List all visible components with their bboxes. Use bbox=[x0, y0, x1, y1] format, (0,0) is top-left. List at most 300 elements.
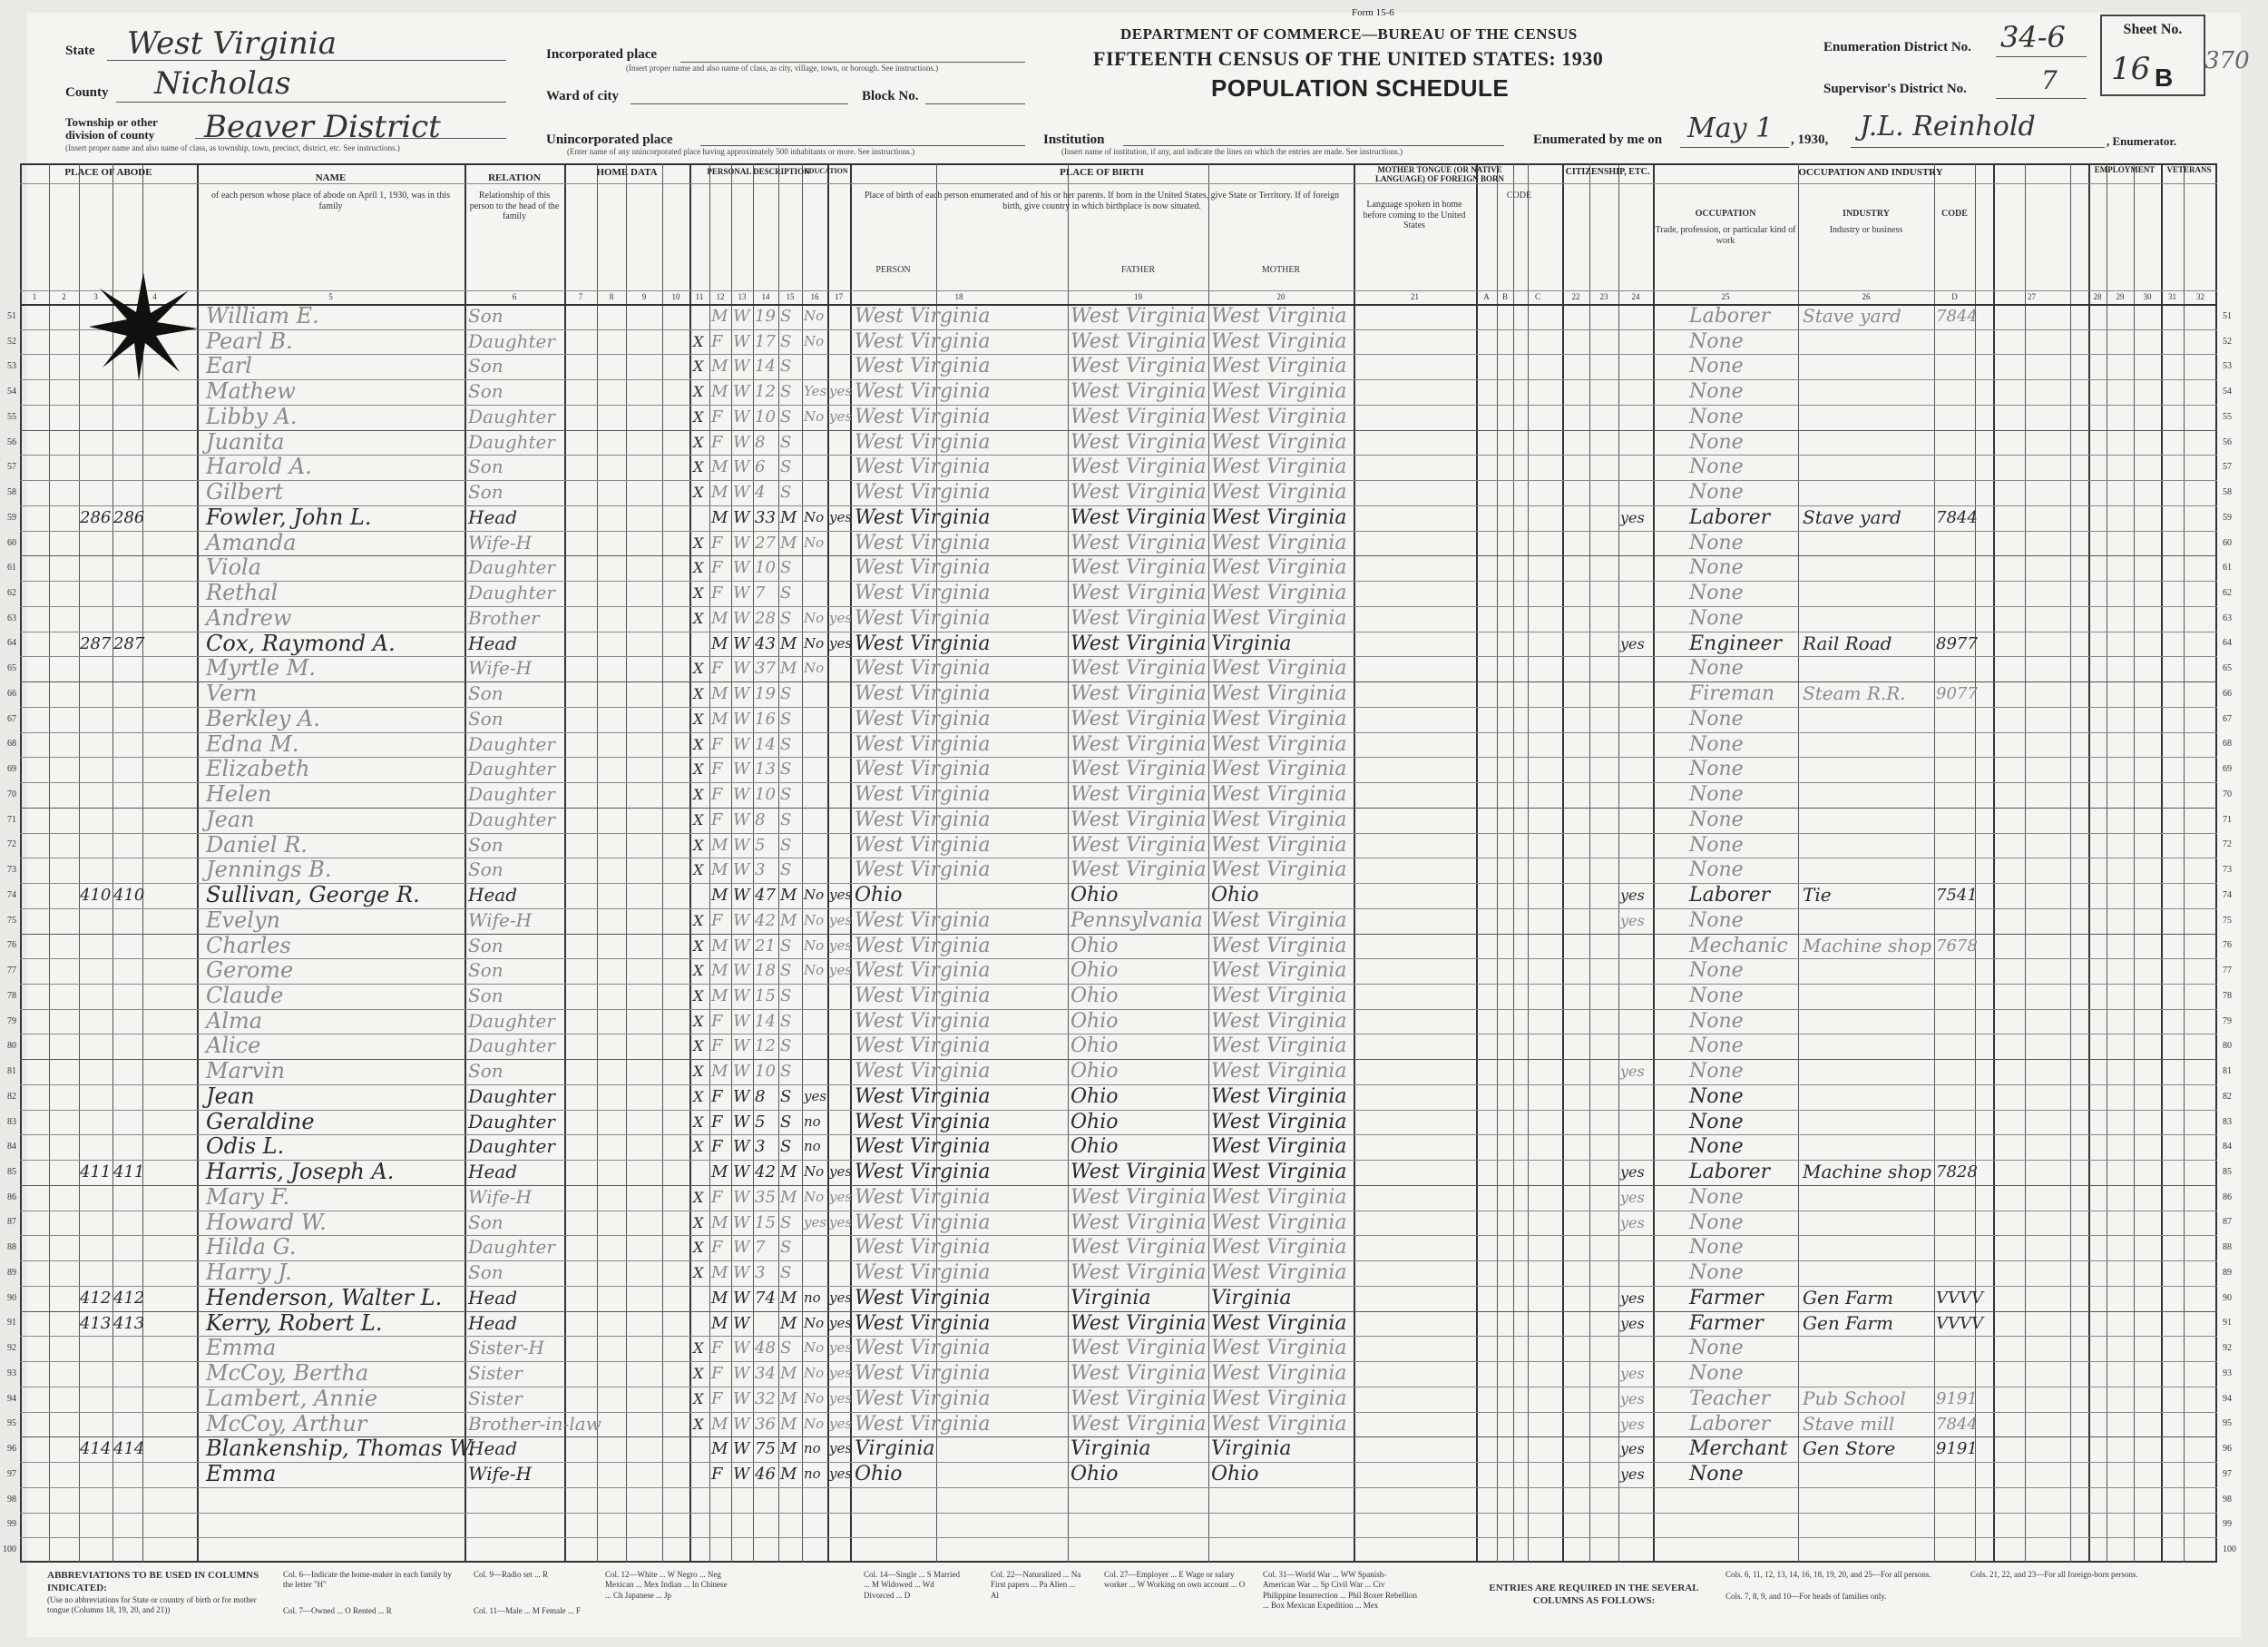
mother-birthplace: West Virginia bbox=[1211, 1060, 1347, 1083]
marital-status: S bbox=[780, 307, 792, 326]
family-number: 287 bbox=[113, 633, 145, 653]
father-birthplace: West Virginia bbox=[1070, 858, 1207, 882]
sex: F bbox=[711, 1112, 723, 1132]
relation: Daughter bbox=[468, 1135, 555, 1158]
race: W bbox=[733, 558, 750, 578]
column-number: 24 bbox=[1631, 292, 1640, 301]
occupation: None bbox=[1689, 355, 1744, 378]
person-name: Odis L. bbox=[206, 1133, 285, 1160]
house-number: 411 bbox=[80, 1162, 112, 1182]
table-row bbox=[7, 1183, 2232, 1211]
age: 3 bbox=[755, 1263, 766, 1283]
occupation: None bbox=[1689, 783, 1744, 807]
race bbox=[733, 1487, 753, 1513]
father-birthplace: West Virginia bbox=[1070, 481, 1207, 505]
mother-birthplace bbox=[1211, 1487, 1354, 1513]
age: 10 bbox=[755, 785, 776, 805]
sex: M bbox=[711, 1288, 728, 1308]
industry-code: 7844 bbox=[1936, 1414, 1978, 1434]
sex: F bbox=[711, 407, 723, 426]
relation: Daughter bbox=[468, 1084, 555, 1107]
family-number: 414 bbox=[113, 1439, 145, 1459]
citizenship bbox=[1620, 1110, 1653, 1135]
industry-code bbox=[1936, 1537, 1976, 1563]
census-title: FIFTEENTH CENSUS OF THE UNITED STATES: 1930 bbox=[1093, 47, 1604, 70]
industry-code bbox=[1936, 1260, 1976, 1286]
house-number bbox=[80, 379, 112, 405]
marital-status bbox=[780, 1487, 802, 1513]
table-row bbox=[7, 303, 2232, 329]
father-birthplace: West Virginia bbox=[1070, 582, 1207, 605]
line-number-right: 91 bbox=[2223, 1318, 2232, 1328]
line-number-right: 100 bbox=[2223, 1544, 2236, 1555]
industry-code bbox=[1936, 1084, 1976, 1110]
table-row bbox=[7, 454, 2232, 480]
occupation: None bbox=[1689, 1034, 1744, 1058]
citizenship bbox=[1620, 1513, 1653, 1538]
citizenship: yes bbox=[1620, 1314, 1645, 1332]
race: W bbox=[733, 1162, 750, 1182]
industry-code bbox=[1936, 808, 1976, 833]
sex: M bbox=[711, 1212, 728, 1232]
line-number-right: 97 bbox=[2223, 1468, 2232, 1479]
column-relation-description: Relationship of this person to the head of the family bbox=[469, 191, 560, 221]
relation: Son bbox=[468, 456, 503, 478]
race: W bbox=[733, 1011, 750, 1031]
father-birthplace: Ohio bbox=[1070, 1009, 1119, 1033]
father-birthplace: West Virginia bbox=[1070, 380, 1207, 404]
relation: Son bbox=[468, 1060, 503, 1083]
column-birth-description: Place of birth of each person enumerated and of his or her parents. If born in the United States, give State or Territory. If of foreign birth, give country in which birthplace is now situated. bbox=[864, 191, 1340, 211]
line-number-right: 81 bbox=[2223, 1066, 2232, 1077]
can-read bbox=[829, 531, 850, 556]
column-number: 23 bbox=[1599, 292, 1608, 301]
race: W bbox=[733, 608, 750, 628]
race: W bbox=[733, 1187, 750, 1207]
birthplace: West Virginia bbox=[855, 606, 991, 630]
mother-birthplace: West Virginia bbox=[1211, 1261, 1347, 1285]
industry-code: 9191 bbox=[1936, 1439, 1978, 1459]
line-number: 52 bbox=[7, 336, 16, 347]
table-row bbox=[7, 1360, 2232, 1387]
industry bbox=[1803, 1537, 1934, 1563]
home-mark: X bbox=[693, 710, 704, 728]
mother-birthplace: West Virginia bbox=[1211, 984, 1347, 1007]
school: No bbox=[804, 1188, 825, 1205]
industry-code bbox=[1936, 430, 1976, 456]
person-name: Fowler, John L. bbox=[206, 504, 372, 530]
birthplace: West Virginia bbox=[855, 657, 991, 681]
sheet-number-box bbox=[2100, 15, 2205, 96]
column-number: 19 bbox=[1134, 292, 1142, 301]
can-read: yes bbox=[829, 936, 853, 954]
family-number bbox=[113, 833, 142, 858]
race: W bbox=[733, 432, 750, 452]
home-mark bbox=[693, 1311, 709, 1337]
citizenship: yes bbox=[1620, 1163, 1645, 1181]
column-number: 6 bbox=[512, 292, 517, 301]
sex: F bbox=[711, 1388, 723, 1408]
age: 28 bbox=[755, 608, 776, 628]
home-mark bbox=[693, 1286, 709, 1311]
line-number: 99 bbox=[7, 1519, 16, 1530]
line-number: 74 bbox=[7, 889, 16, 900]
table-row bbox=[7, 730, 2232, 758]
sex: M bbox=[711, 357, 728, 377]
relation: Daughter bbox=[468, 329, 555, 352]
column-number: C bbox=[1534, 292, 1540, 301]
occupation: Laborer bbox=[1689, 884, 1771, 907]
father-birthplace: West Virginia bbox=[1070, 1211, 1207, 1234]
relation: Head bbox=[468, 884, 518, 907]
can-read: yes bbox=[829, 1466, 853, 1483]
relation: Son bbox=[468, 833, 503, 856]
occupation: Fireman bbox=[1689, 682, 1774, 706]
school bbox=[804, 354, 827, 379]
line-number: 75 bbox=[7, 915, 16, 926]
mother-birthplace: West Virginia bbox=[1211, 1084, 1347, 1108]
industry-code bbox=[1936, 1009, 1976, 1034]
relation: Son bbox=[468, 481, 503, 504]
race: W bbox=[733, 835, 750, 855]
column-industry: INDUSTRY bbox=[1843, 209, 1890, 219]
line-number: 78 bbox=[7, 990, 16, 1001]
father-birthplace: West Virginia bbox=[1070, 682, 1207, 706]
father-birthplace: Pennsylvania bbox=[1070, 908, 1203, 932]
relation: Sister bbox=[468, 1362, 523, 1385]
sex: M bbox=[711, 684, 728, 704]
sex: F bbox=[711, 1086, 723, 1106]
industry-code bbox=[1936, 480, 1976, 505]
line-number: 54 bbox=[7, 387, 16, 397]
industry-code: VVVV bbox=[1936, 1313, 1983, 1333]
industry-code bbox=[1936, 782, 1976, 808]
mother-birthplace: West Virginia bbox=[1211, 732, 1347, 756]
sex: M bbox=[711, 1439, 728, 1459]
mother-birthplace: Virginia bbox=[1211, 632, 1292, 655]
occupation: Laborer bbox=[1689, 305, 1771, 328]
house-number bbox=[80, 1387, 112, 1412]
industry-code bbox=[1936, 958, 1976, 984]
occupation: Laborer bbox=[1689, 1161, 1771, 1184]
school: no bbox=[804, 1138, 821, 1155]
can-read: yes bbox=[829, 1365, 853, 1382]
school: No bbox=[804, 609, 825, 626]
person-name: Berkley A. bbox=[206, 705, 320, 731]
father-birthplace: West Virginia bbox=[1070, 329, 1207, 353]
birthplace: West Virginia bbox=[855, 632, 991, 655]
column-number: B bbox=[1501, 292, 1508, 301]
relation: Head bbox=[468, 632, 518, 654]
industry: Gen Store bbox=[1803, 1437, 1896, 1460]
schedule-title: POPULATION SCHEDULE bbox=[1211, 74, 1510, 102]
line-number: 81 bbox=[7, 1066, 16, 1077]
sex: F bbox=[711, 558, 723, 578]
marital-status: S bbox=[780, 1338, 792, 1358]
father-birthplace: West Virginia bbox=[1070, 758, 1207, 781]
relation: Brother bbox=[468, 606, 540, 629]
house-number bbox=[80, 958, 112, 984]
sex: F bbox=[711, 760, 723, 779]
sex: F bbox=[711, 809, 723, 829]
table-row bbox=[7, 1007, 2232, 1034]
person-name: Helen bbox=[206, 781, 272, 808]
family-number bbox=[113, 1412, 142, 1437]
department-title: DEPARTMENT OF COMMERCE—BUREAU OF THE CENSUS bbox=[1120, 25, 1578, 43]
person-name: William E. bbox=[206, 303, 319, 328]
table-row bbox=[7, 1513, 2232, 1538]
family-number bbox=[113, 1034, 142, 1059]
line-number: 83 bbox=[7, 1116, 16, 1127]
school: no bbox=[804, 1466, 821, 1483]
sex: M bbox=[711, 307, 728, 326]
race: W bbox=[733, 331, 750, 351]
entries-3: Cols. 21, 22, and 23—For all foreign-born persons. bbox=[1970, 1570, 2138, 1579]
industry-code: VVVV bbox=[1936, 1288, 1983, 1308]
citizenship bbox=[1620, 480, 1653, 505]
school: No bbox=[804, 308, 825, 324]
home-mark: X bbox=[693, 559, 704, 577]
family-number bbox=[113, 1009, 142, 1034]
column-number: 15 bbox=[786, 292, 795, 301]
home-mark: X bbox=[693, 1188, 704, 1206]
mother-birthplace: West Virginia bbox=[1211, 959, 1347, 983]
age: 10 bbox=[755, 407, 776, 426]
birthplace: West Virginia bbox=[855, 858, 991, 882]
entries-1: Cols. 6, 11, 12, 13, 14, 16, 18, 19, 20, and 25—For all persons. bbox=[1725, 1570, 1931, 1579]
industry bbox=[1803, 1110, 1934, 1135]
footer-col31: Col. 31—World War ... WW Spanish-American War ... Sp Civil War ... Civ Philippine Insurrection ... Phil Boxer Rebellion ... Box Mexican Expedition ... Mex bbox=[1263, 1570, 1417, 1610]
marital-status: S bbox=[780, 483, 792, 503]
birthplace: West Virginia bbox=[855, 1311, 991, 1335]
industry bbox=[1803, 1134, 1934, 1160]
person-name: Andrew bbox=[206, 604, 292, 631]
table-row bbox=[7, 1159, 2232, 1185]
citizenship: yes bbox=[1620, 887, 1645, 905]
footer-col6: Col. 6—Indicate the home-maker in each family by the letter "H" bbox=[283, 1570, 452, 1590]
father-birthplace: Ohio bbox=[1070, 1060, 1119, 1083]
race: W bbox=[733, 659, 750, 679]
entries-2: Cols. 7, 8, 9, and 10—For heads of families only. bbox=[1725, 1592, 1887, 1601]
father-birthplace: Ohio bbox=[1070, 884, 1119, 907]
sex bbox=[711, 1537, 731, 1563]
mother-birthplace: West Virginia bbox=[1211, 531, 1347, 554]
citizenship: yes bbox=[1620, 1440, 1645, 1458]
can-read bbox=[829, 354, 850, 379]
column-person: PERSON bbox=[875, 265, 911, 275]
institution-note: (Insert name of institution, if any, and indicate the lines on which the entries are made. See instructions.) bbox=[1061, 147, 1403, 156]
father-birthplace: West Virginia bbox=[1070, 355, 1207, 378]
citizenship bbox=[1620, 984, 1653, 1009]
mother-birthplace: West Virginia bbox=[1211, 430, 1347, 454]
person-name: Cox, Raymond A. bbox=[206, 630, 396, 656]
sex: F bbox=[711, 1137, 723, 1157]
industry bbox=[1803, 430, 1934, 456]
citizenship bbox=[1620, 656, 1653, 681]
marital-status bbox=[780, 1537, 802, 1563]
mother-birthplace: West Virginia bbox=[1211, 1236, 1347, 1260]
marital-status: S bbox=[780, 1212, 792, 1232]
occupation: Merchant bbox=[1689, 1437, 1788, 1461]
citizenship bbox=[1620, 1487, 1653, 1513]
group-employment: EMPLOYMENT bbox=[2094, 165, 2156, 174]
relation: Head bbox=[468, 1161, 518, 1183]
group-veterans: VETERANS bbox=[2166, 165, 2212, 174]
line-number-right: 71 bbox=[2223, 814, 2232, 825]
father-birthplace: West Virginia bbox=[1070, 1311, 1207, 1335]
home-mark: X bbox=[693, 1037, 704, 1055]
industry-code bbox=[1936, 908, 1976, 934]
marital-status: M bbox=[780, 886, 797, 906]
school: No bbox=[804, 1365, 825, 1382]
line-number: 88 bbox=[7, 1242, 16, 1253]
mother-birthplace: West Virginia bbox=[1211, 934, 1347, 957]
age: 48 bbox=[755, 1338, 776, 1358]
can-read bbox=[829, 1110, 850, 1135]
person-name: Mary F. bbox=[206, 1183, 290, 1210]
industry-code: 7844 bbox=[1936, 507, 1978, 527]
occupation bbox=[1689, 1513, 1798, 1538]
citizenship bbox=[1620, 531, 1653, 556]
house-number bbox=[80, 531, 112, 556]
industry bbox=[1803, 555, 1934, 581]
line-number: 71 bbox=[7, 814, 16, 825]
table-row bbox=[7, 428, 2232, 456]
home-mark: X bbox=[693, 962, 704, 980]
occupation: None bbox=[1689, 833, 1744, 857]
column-occupation-description: Trade, profession, or particular kind of work bbox=[1655, 225, 1796, 246]
line-number: 90 bbox=[7, 1292, 16, 1303]
can-read: yes bbox=[829, 911, 853, 928]
abbrev-note: (Use no abbreviations for State or country of birth or for mother tongue (Columns 18, 19, 20, and 21)) bbox=[47, 1594, 257, 1614]
citizenship bbox=[1620, 405, 1653, 430]
family-number: 413 bbox=[113, 1313, 145, 1333]
state-value: West Virginia bbox=[127, 25, 337, 62]
sex: M bbox=[711, 608, 728, 628]
column-number: 3 bbox=[93, 292, 98, 301]
relation: Wife-H bbox=[468, 657, 533, 680]
line-number: 56 bbox=[7, 436, 16, 447]
table-row bbox=[7, 403, 2232, 430]
school bbox=[804, 1009, 827, 1034]
father-birthplace: West Virginia bbox=[1070, 1362, 1207, 1386]
family-number bbox=[113, 1059, 142, 1084]
relation: Son bbox=[468, 355, 503, 377]
industry-code bbox=[1936, 1235, 1976, 1260]
marital-status: M bbox=[780, 659, 797, 679]
line-number-right: 85 bbox=[2223, 1167, 2232, 1178]
occupation: None bbox=[1689, 1236, 1744, 1260]
citizenship: yes bbox=[1620, 634, 1645, 652]
age: 15 bbox=[755, 985, 776, 1005]
race: W bbox=[733, 533, 750, 553]
home-mark: X bbox=[693, 1012, 704, 1030]
person-name: Marvin bbox=[206, 1058, 286, 1084]
home-mark: X bbox=[693, 484, 704, 502]
industry-code: 9077 bbox=[1936, 684, 1978, 704]
relation: Daughter bbox=[468, 556, 555, 579]
age: 10 bbox=[755, 558, 776, 578]
person-name: Jean bbox=[206, 1083, 255, 1109]
can-read bbox=[829, 1260, 850, 1286]
industry: Stave yard bbox=[1803, 305, 1901, 327]
industry bbox=[1803, 833, 1934, 858]
race: W bbox=[733, 1338, 750, 1358]
citizenship bbox=[1620, 606, 1653, 632]
house-number: 410 bbox=[80, 886, 112, 906]
house-number bbox=[80, 1412, 112, 1437]
table-row bbox=[7, 479, 2232, 505]
line-number: 58 bbox=[7, 487, 16, 498]
industry: Pub School bbox=[1803, 1387, 1906, 1409]
age: 18 bbox=[755, 961, 776, 981]
group-home-data: HOME DATA bbox=[596, 167, 658, 178]
can-read: yes bbox=[829, 1314, 853, 1331]
birthplace: West Virginia bbox=[855, 1211, 991, 1234]
school: yes bbox=[804, 1213, 827, 1230]
table-row bbox=[7, 1133, 2232, 1160]
father-birthplace: Ohio bbox=[1070, 1034, 1119, 1058]
age: 42 bbox=[755, 910, 776, 930]
occupation: None bbox=[1689, 556, 1744, 580]
mother-birthplace: West Virginia bbox=[1211, 481, 1347, 505]
line-number-right: 83 bbox=[2223, 1116, 2232, 1127]
citizenship bbox=[1620, 1084, 1653, 1110]
school: No bbox=[804, 936, 825, 954]
industry-code bbox=[1936, 1185, 1976, 1211]
home-mark: X bbox=[693, 760, 704, 779]
house-number bbox=[80, 455, 112, 480]
occupation: None bbox=[1689, 405, 1744, 428]
sex: F bbox=[711, 1238, 723, 1258]
school: No bbox=[804, 660, 825, 677]
can-read bbox=[829, 1034, 850, 1059]
home-mark: X bbox=[693, 1415, 704, 1433]
age: 15 bbox=[755, 1212, 776, 1232]
home-mark: X bbox=[693, 1138, 704, 1156]
father-birthplace: West Virginia bbox=[1070, 531, 1207, 554]
occupation: None bbox=[1689, 1463, 1744, 1486]
school bbox=[804, 707, 827, 732]
line-number: 84 bbox=[7, 1142, 16, 1152]
incorporated-note: (Insert proper name and also name of class, as city, village, town, or borough. See instructions.) bbox=[626, 64, 939, 73]
mother-birthplace: West Virginia bbox=[1211, 858, 1347, 882]
mother-birthplace: West Virginia bbox=[1211, 355, 1347, 378]
footer-col11: Col. 11—Male ... M Female ... F bbox=[474, 1606, 581, 1615]
industry-code bbox=[1936, 984, 1976, 1009]
birthplace: West Virginia bbox=[855, 1236, 991, 1260]
birthplace: West Virginia bbox=[855, 959, 991, 983]
group-place-of-abode: PLACE OF ABODE bbox=[64, 167, 152, 178]
industry-code bbox=[1936, 656, 1976, 681]
citizenship bbox=[1620, 782, 1653, 808]
mother-birthplace: West Virginia bbox=[1211, 1185, 1347, 1209]
occupation: None bbox=[1689, 481, 1744, 505]
age: 12 bbox=[755, 1036, 776, 1056]
age: 32 bbox=[755, 1388, 776, 1408]
family-number bbox=[113, 430, 142, 456]
line-number-right: 55 bbox=[2223, 411, 2232, 422]
school: yes bbox=[804, 1087, 827, 1104]
sex: M bbox=[711, 936, 728, 956]
family-number bbox=[113, 1211, 142, 1236]
marital-status: S bbox=[780, 1137, 792, 1157]
sex: F bbox=[711, 331, 723, 351]
citizenship: yes bbox=[1620, 1415, 1645, 1433]
industry-code bbox=[1936, 1134, 1976, 1160]
birthplace: Virginia bbox=[855, 1437, 935, 1461]
line-number: 91 bbox=[7, 1318, 16, 1328]
